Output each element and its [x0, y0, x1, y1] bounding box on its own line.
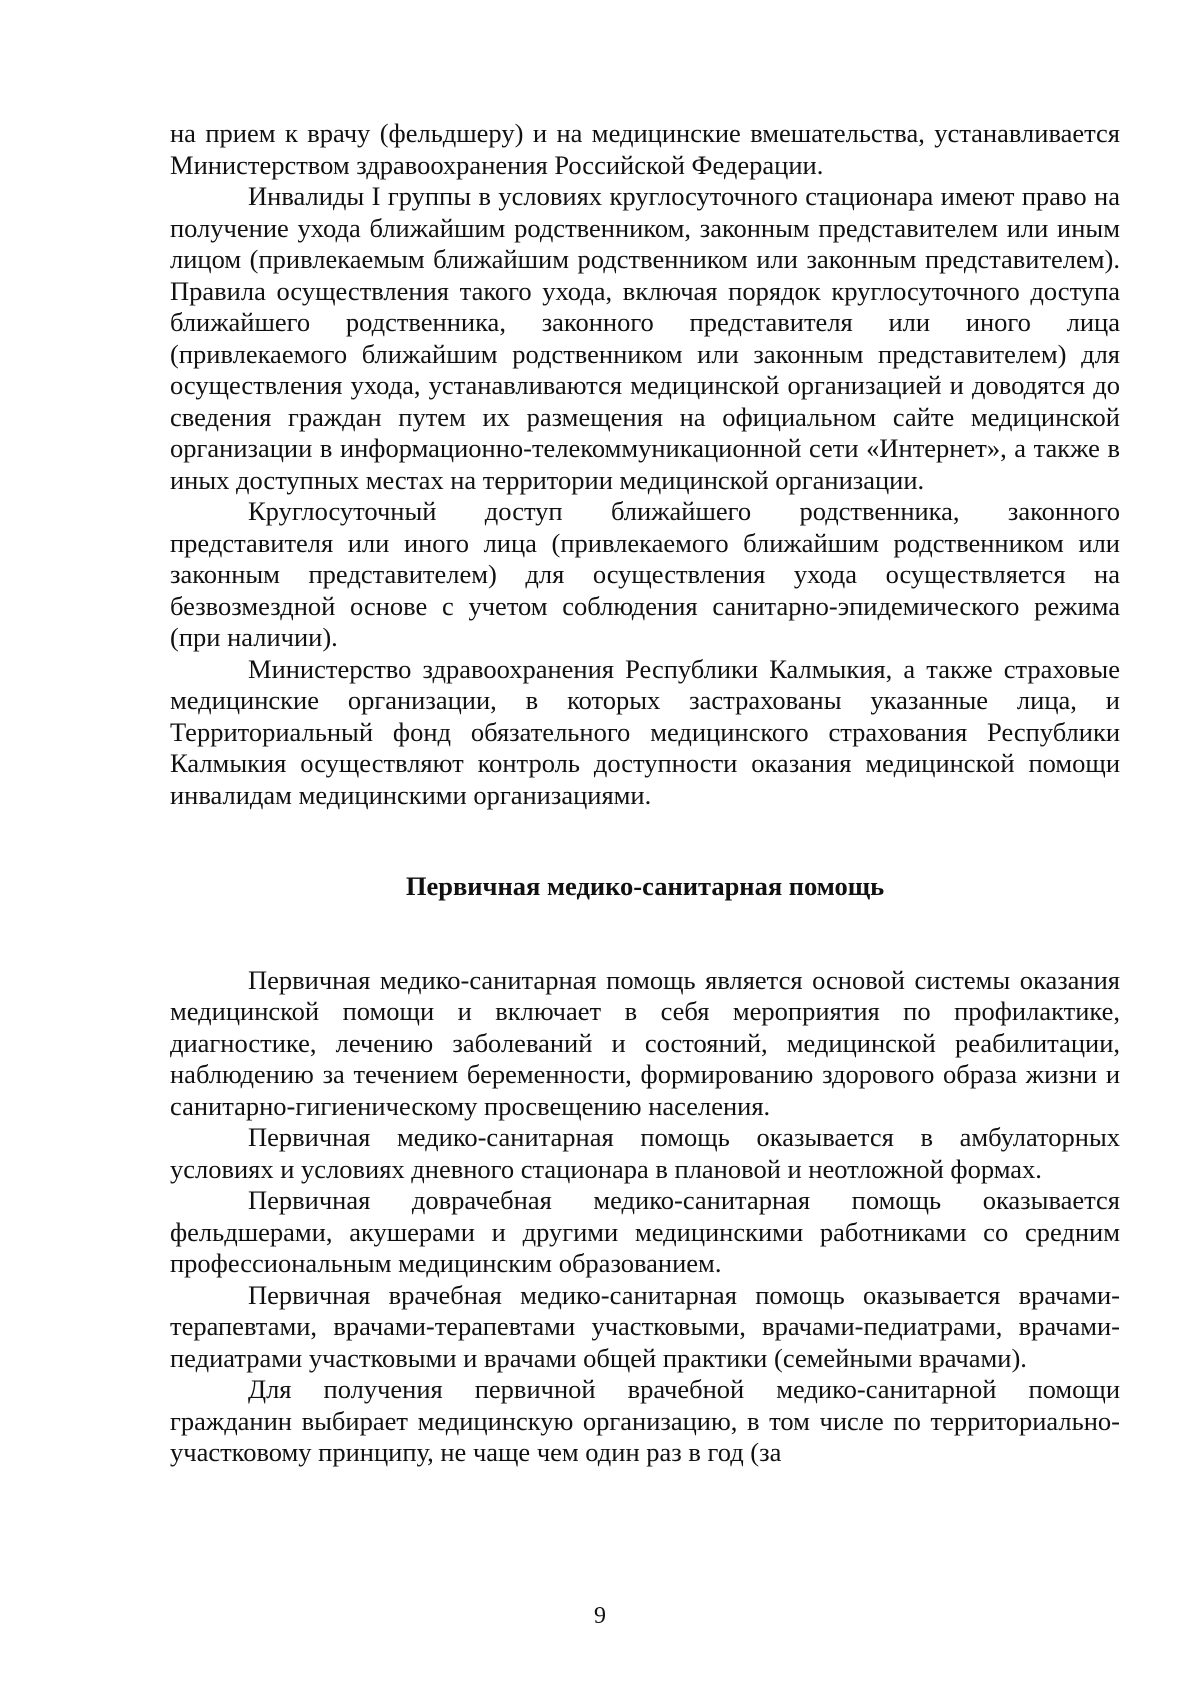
paragraph-primary-care-conditions: Первичная медико-санитарная помощь оказывается в амбулаторных условиях и условиях дневного стационара в плановой и неотложной формах. — [170, 1122, 1120, 1184]
paragraph-choosing-organization: Для получения первичной врачебной медико-санитарной помощи гражданин выбирает медицинскую организацию, в том числе по территориально-участковому принципу, не чаще чем один раз в год (за — [170, 1374, 1120, 1467]
paragraph-continuation: на прием к врачу (фельдшеру) и на медицинские вмешательства, устанавливается Министерством здравоохранения Российской Федерации. — [170, 118, 1120, 180]
paragraph-disabled-care: Инвалиды I группы в условиях круглосуточного стационара имеют право на получение ухода ближайшим родственником, законным представителем или иным лицом (привлекаемым ближайшим родственником или законным представителем). Правила осуществления такого ухода, включая порядок круглосуточного доступа ближайшего родственника, законного представителя или иного лица (привлекаемого ближайшим родственником или законным представителем) для осуществления ухода, устанавливаются медицинской организацией и доводятся до сведения граждан путем их размещения на официальном сайте медицинской организации в информационно-телекоммуникационной сети «Интернет», а также в иных доступных местах на территории медицинской организации. — [170, 181, 1120, 495]
spacer — [170, 903, 1120, 965]
paragraph-round-the-clock-access: Круглосуточный доступ ближайшего родственника, законного представителя или иного лица (привлекаемого ближайшим родственником или законным представителем) для осуществления ухода осуществляется на безвозмездной основе с учетом соблюдения санитарно-эпидемического режима (при наличии). — [170, 496, 1120, 652]
spacer — [170, 811, 1120, 871]
document-page — [170, 118, 1120, 1469]
section-heading: Первичная медико-санитарная помощь — [405, 871, 885, 901]
page-number: 9 — [594, 1603, 606, 1629]
paragraph-pre-medical-care: Первичная доврачебная медико-санитарная помощь оказывается фельдшерами, акушерами и другими медицинскими работниками со средним профессиональным медицинским образованием. — [170, 1185, 1120, 1278]
paragraph-physician-care: Первичная врачебная медико-санитарная помощь оказывается врачами-терапевтами, врачами-терапевтами участковыми, врачами-педиатрами, врачами-педиатрами участковыми и врачами общей практики (семейными врачами). — [170, 1279, 1120, 1373]
paragraph-ministry-control: Министерство здравоохранения Республики Калмыкия, а также страховые медицинские организации, в которых застрахованы указанные лица, и Территориальный фонд обязательного медицинского страхования Республики Калмыкия осуществляют контроль доступности оказания медицинской помощи инвалидам медицинскими организациями. — [170, 653, 1120, 810]
paragraph-primary-care-definition: Первичная медико-санитарная помощь является основой системы оказания медицинской помощи и включает в себя мероприятия по профилактике, диагностике, лечению заболеваний и состояний, медицинской реабилитации, наблюдению за течением беременности, формированию здорового образа жизни и санитарно-гигиеническому просвещению населения. — [170, 964, 1120, 1121]
